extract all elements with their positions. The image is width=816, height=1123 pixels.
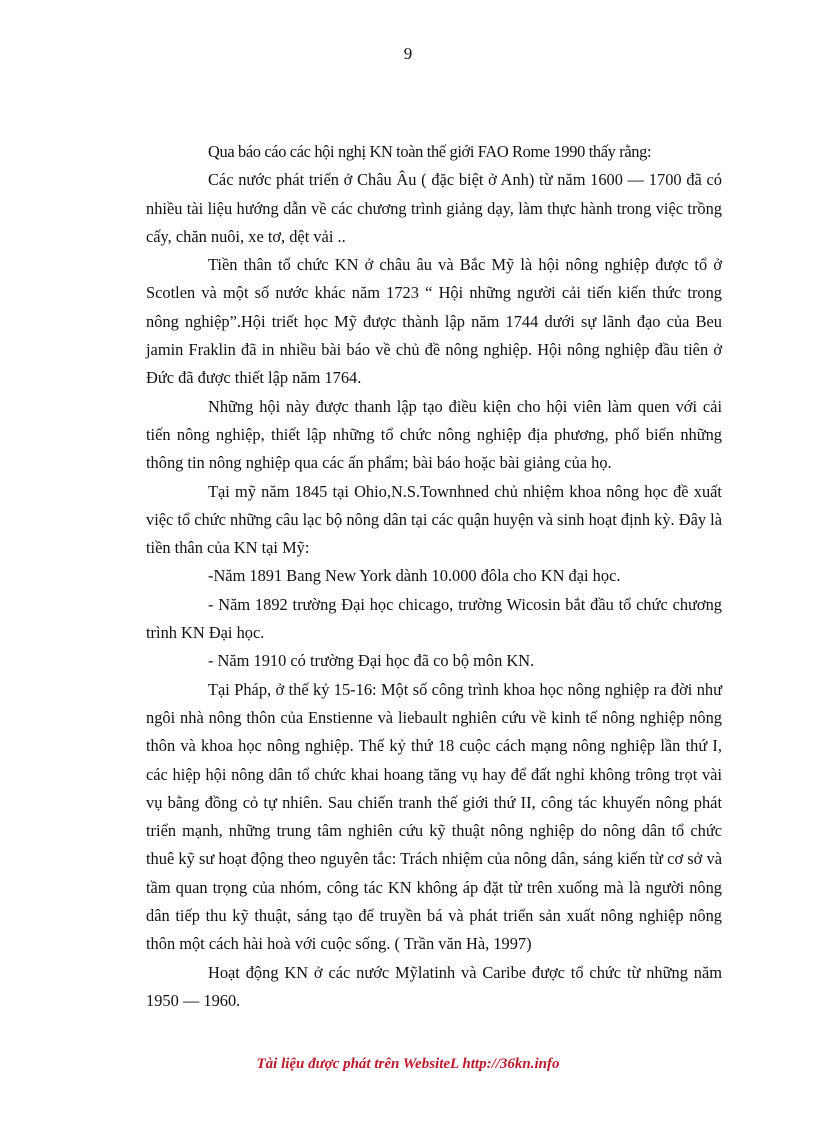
document-body (146, 138, 722, 1015)
paragraph-europe: Các nước phát triển ở Châu Âu ( đặc biệt ở Anh) từ năm 1600 — 1700 đã có nhiều tài liệu hướng dẫn về các chương trình giảng dạy, làm thực hành trong việc trồng cấy, chăn nuôi, xe tơ, dệt vải .. (146, 170, 722, 246)
paragraph-usa: Tại mỹ năm 1845 tại Ohio,N.S.Townhned chủ nhiệm khoa nông học đề xuất việc tổ chức những câu lạc bộ nông dân tại các quận huyện và sinh hoạt định kỳ. Đây là tiền thân của KN tại Mỹ: (146, 481, 722, 558)
paragraph-intro: Qua báo cáo các hội nghị KN toàn thế giới FAO Rome 1990 thấy rằng: (208, 142, 652, 161)
page-number: 9 (403, 44, 413, 63)
footer-watermark: Tài liệu được phát trên WebsiteL http://36kn.info (256, 1056, 560, 1072)
paragraph-latin-america: Hoạt động KN ở các nước Mỹlatinh và Caribe được tổ chức từ những năm 1950 — 1960. (146, 962, 722, 1010)
paragraph-origins: Tiền thân tổ chức KN ở châu âu và Bắc Mỹ là hội nông nghiệp được tổ ở Scotlen và một số nước khác năm 1723 “ Hội những người cải tiến kiến thức trong nông nghiệp”.Hội triết học Mỹ được thành lập năm 1744 dưới sự lãnh đạo của Beu jamin Fraklin đã in nhiều bài báo về chủ đề nông nghiệp. Hội nông nghiệp đầu tiên ở Đức đã được thiết lập năm 1764. (146, 255, 722, 388)
list-item-1891: -Năm 1891 Bang New York dành 10.000 đôla cho KN đại học. (208, 566, 621, 586)
paragraph-societies: Những hội này được thanh lập tạo điều kiện cho hội viên làm quen với cải tiến nông nghiệp, thiết lập những tổ chức nông nghiệp địa phương, phổ biến những thông tin nông nghiệp qua các ấn phẩm; bài báo hoặc bài giảng của họ. (146, 396, 722, 473)
list-item-1892: - Năm 1892 trường Đại học chicago, trường Wicosin bắt đầu tổ chức chương trình KN Đại học. (146, 594, 722, 643)
paragraph-france: Tại Pháp, ở thế kỷ 15-16: Một số công trình khoa học nông nghiệp ra đời như ngôi nhà nông thôn của Enstienne và liebault nghiên cứu về kinh tế nông nghiệp nông thôn và khoa học nông nghiệp. Thế kỷ thứ 18 cuộc cách mạng nông nghiệp lần thứ I, các hiệp hội nông dân tổ chức khai hoang tăng vụ hay để đất nghỉ không trông trọt vài vụ bằng đồng cỏ tự nhiên. Sau chiến tranh thế giới thứ II, công tác khuyến nông phát triển mạnh, những trung tâm nghiên cứu kỹ thuật nông nghiệp do nông dân tổ chức thuê kỹ sư hoạt động theo nguyên tắc: Trách nhiệm của nông dân, sáng kiến từ cơ sở và tầm quan trọng của nhóm, công tác KN không áp đặt từ trên xuống mà là người nông dân tiếp thu kỹ thuật, sáng tạo để truyền bá và phát triển sản xuất nông nghiệp nông thôn một cách hài hoà với cuộc sống. ( Trần văn Hà, 1997) (146, 679, 722, 954)
list-item-1910: - Năm 1910 có trường Đại học đã co bộ môn KN. (208, 651, 535, 671)
